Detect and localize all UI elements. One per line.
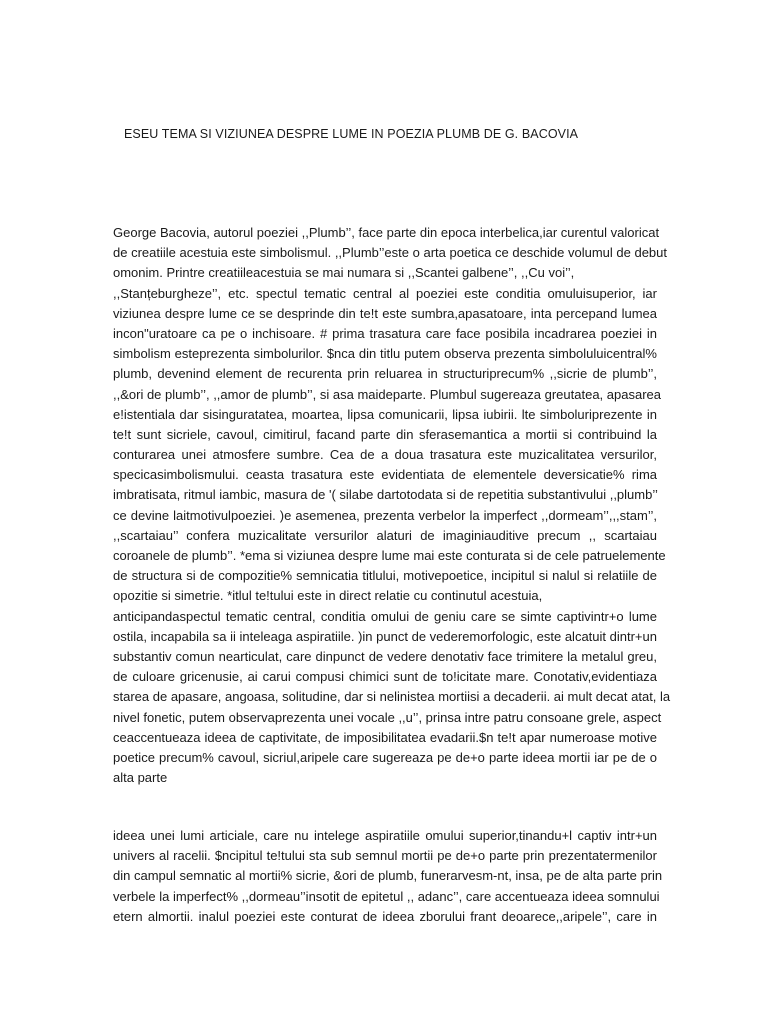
text-line: ceaccentueaza ideea de captivitate, de imposibilitatea evadarii.$n te!t apar numeroase motive xyxy=(113,729,657,745)
text-line: ,,&ori de plumb’’, ,,amor de plumb’’, si asa maideparte. Plumbul sugereaza greutatea, apasarea xyxy=(113,386,661,402)
text-line: opozitie si simetrie. *itlul te!tului este in direct relatie cu continutul acestuia, xyxy=(113,588,543,604)
text-line: de creatiile acestuia este simbolismul. ,,Plumb’’este o arta poetica ce deschide volumul de debut xyxy=(113,245,668,261)
text-line: plumb, devenind element de recurenta prin reluarea in structuriprecum% ,,sicrie de plumb’’, xyxy=(113,366,657,382)
text-line: alta parte xyxy=(113,770,168,786)
text-line: nivel fonetic, putem observaprezenta unei vocale ,,u’’, prinsa intre patru consoane grele, aspect xyxy=(113,709,662,725)
text-line: George Bacovia, autorul poeziei ,,Plumb’’, face parte din epoca interbelica,iar curentul valoricat xyxy=(113,225,660,240)
text-line: ideea unei lumi articiale, care nu intelege aspiratiile omului superior,tinandu+l captiv intr+un xyxy=(113,828,657,843)
text-line: imbratisata, ritmul iambic, masura de '( silabe dartotodata si de repetitia substantivului ,,plumb’’ xyxy=(113,487,658,503)
text-line: din campul semnatic al mortii% sicrie, &ori de plumb, funerarvesm-nt, insa, pe de alta parte prin xyxy=(113,868,663,884)
text-line: omonim. Printre creatiileacestuia se mai numara si ,,Scantei galbene’’, ,,Cu voi’’, xyxy=(113,265,575,281)
text-line: specicasimbolismului. ceasta trasatura este evidentiata de elementele deversicatie% rima xyxy=(113,467,657,483)
text-line: conturarea unei atmosfere sumbre. Cea de a doua trasatura este muzicalitatea versurilor, xyxy=(113,447,657,463)
text-line: e!istentiala dar sisinguratatea, moartea, lipsa comunicarii, lipsa iubirii. lte simboluriprezente in xyxy=(113,406,657,422)
text-line: de structura si de compozitie% semnicatia titlului, motivepoetice, incipitul si nalul si relatiile de xyxy=(113,568,657,584)
text-line: starea de apasare, angoasa, solitudine, dar si nelinistea mortiisi a decaderii. ai mult decat atat, la xyxy=(113,689,671,705)
text-line: incon"uratoare ca pe o inchisoare. # prima trasatura care face posibila incadrarea poeziei in xyxy=(113,325,657,341)
text-line: ce devine laitmotivulpoeziei. )e asemenea, prezenta verbelor la imperfect ,,dormeam’’,,,stam’’, xyxy=(113,507,657,523)
text-line: de culoare gricenusie, ai carui compusi chimici sunt de to!icitate mare. Conotativ,evidentiaza xyxy=(113,669,657,685)
text-line: viziunea despre lume ce se desprinde din te!t este sumbra,apasatoare, inta percepand lumea xyxy=(113,305,657,321)
essay-title: ESEU TEMA SI VIZIUNEA DESPRE LUME IN POEZIA PLUMB DE G. BACOVIA xyxy=(124,127,579,141)
essay-paragraph-2 xyxy=(113,826,663,927)
text-line: univers al racelii. $ncipitul te!tului sta sub semnul mortii pe de+o parte prin prezentatermenilor xyxy=(113,848,657,864)
text-line: ostila, incapabila sa ii inteleaga aspiratiile. )in punct de vederemorfologic, este alcatuit dintr+un xyxy=(113,628,657,644)
text-line: ,,scartaiau’’ confera muzicalitate versurilor alaturi de imaginiauditive precum ,, scartaiau xyxy=(113,527,657,543)
text-line: verbele la imperfect% ,,dormeau’’insotit de epitetul ,, adanc’’, care accentueaza ideea somnului xyxy=(113,888,660,904)
text-line: etern almortii. inalul poeziei este conturat de ideea zborului frant deoarece,,aripele’’, care in xyxy=(113,908,657,924)
text-line: simbolism esteprezenta simbolurilor. $nca din titlu putem observa prezenta simboluluicentral% xyxy=(113,346,657,362)
text-line: substantiv comun nearticulat, care dinpunct de vedere denotativ face trimitere la metalul greu, xyxy=(113,648,657,664)
text-line: anticipandaspectul tematic central, conditia omului de geniu care se simte captivintr+o lume xyxy=(113,608,657,624)
text-line: coroanele de plumb’’. *ema si viziunea despre lume mai este conturata si de cele patruelemente xyxy=(113,548,666,563)
text-line: ,,Stanțeburgheze’’, etc. spectul tematic central al poeziei este conditia omuluisuperior, iar xyxy=(113,285,657,301)
text-line: te!t sunt sicriele, cavoul, cimitirul, facand parte din sferasemantica a mortii si contribuind la xyxy=(113,426,657,442)
essay-paragraph-1 xyxy=(113,223,671,788)
text-line: poetice precum% cavoul, sicriul,aripele care sugereaza pe de+o parte ideea mortii iar pe de o xyxy=(113,749,657,765)
